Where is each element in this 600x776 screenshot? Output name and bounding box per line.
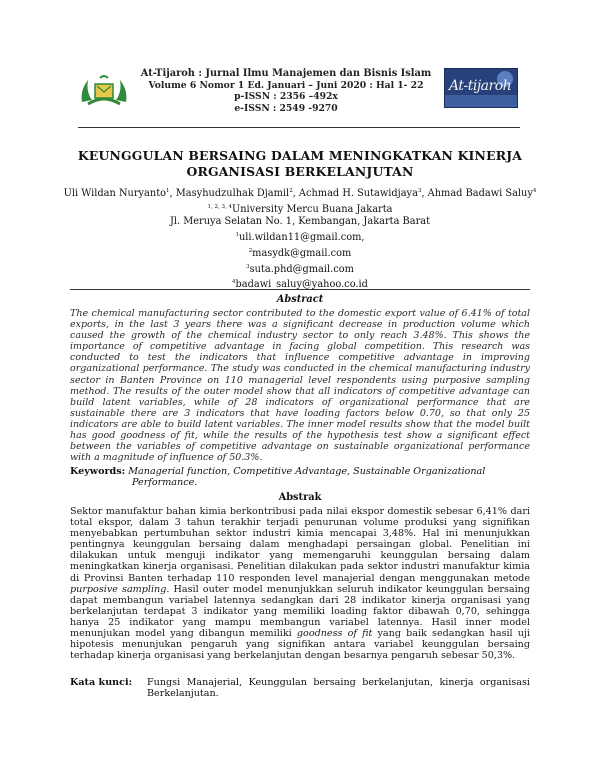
- email-1: [50, 229, 550, 245]
- author-4-sup: 4: [532, 188, 537, 194]
- address: Jl. Meruya Selatan No. 1, Kembangan, Jakarta Barat: [169, 216, 431, 228]
- keywords-english: [70, 466, 530, 488]
- email-4-text: badawi_saluy@yahoo.co.id: [235, 279, 368, 291]
- abstract-english-text: The chemical manufacturing sector contributed to the domestic export value of 6.41% of total exports, in the last 3 years there was a significant decrease in production volume which caused the growth of the chemical industry sector to only reach 3.48%. This shows the importance of competitive advantage in facing global competition. This research was conducted to test the indicators that influence competitive advantage in improving organizational performance. The study was conducted in the chemical manufacturing industry sector in Banten Province on 110 managerial level respondents using purposive sampling method. The results of the outer model show that all indicators of competitive advantage can build latent variables, while of 28 indicators of organizational performance that are sustainable there are 3 indicators that have loading factors below 0.70, so that only 25 indicators are able to build latent variables. The inner model results show that the model built has good goodness of fit, while the results of the hypothesis test show a significant effect between the variables of competitive advantage on sustainable organizational performance with a magnitude of influence of 50.3%.: [70, 308, 530, 464]
- abstrak-em-2: goodness of fit: [296, 628, 373, 640]
- paper-title: [60, 148, 540, 180]
- email-4-sup: 4: [232, 279, 236, 286]
- abstract-english: [70, 308, 530, 463]
- abstrak-indonesian: [70, 506, 530, 661]
- keywords-indonesian: [70, 677, 530, 699]
- abstrak-text-1: Sektor manufaktur bahan kimia berkontribusi pada nilai ekspor domestik sebesar 6,41% dari total ekspor, dalam 3 tahun terakhir terjadi penurunan volume produksi yang signifikan menyebabkan pertumbuhan sektor industri kimia mencapai 3,48%. Hal ini menunjukkan pentingnya keunggulan bersaing dalam menghadapi persaingan global. Penelitian ini dilakukan untuk menguji indikator yang memengaruhi keunggulan bersaing dalam meningkatkan kinerja organisasi. Penelitian dilakukan pada sektor industri manufaktur kimia di Provinsi Banten terhadap 110 responden level manajerial dengan menggunakan metode: [70, 506, 530, 584]
- email-1-text: uli.wildan11@gmail.com,: [238, 232, 365, 244]
- email-3: [50, 261, 550, 277]
- author-3-sup: 3: [417, 188, 422, 194]
- author-4: , Ahmad Badawi Saluy: [421, 188, 533, 199]
- abstrak-heading: Abstrak: [278, 492, 322, 503]
- affiliation-text: University Mercu Buana Jakarta: [231, 203, 393, 215]
- author-list: [50, 185, 550, 201]
- abstrak-text-3: yang baik sedangkan hasil uji hipotesis menunjukan pengaruh yang signifikan antara variabel keunggulan bersaing terhadap kinerja organisasi yang berkelanjutan dengan besarnya pengaruh sebesar 50,3%.: [70, 628, 531, 662]
- author-2: , Masyhudzulhak Djamil: [169, 188, 290, 199]
- journal-volume: Volume 6 Nomor 1 Ed. Januari – Juni 2020 : Hal 1- 22: [148, 79, 424, 91]
- title-line-1: KEUNGGULAN BERSAING DALAM MENINGKATKAN KINERJA: [77, 148, 523, 163]
- journal-logo-icon: [78, 72, 130, 110]
- abstrak-em-1: purposive sampling: [70, 583, 167, 595]
- author-2-sup: 2: [289, 188, 293, 194]
- keywords-label: Keywords:: [70, 466, 126, 477]
- cover-label: At-tijaroh: [449, 78, 512, 94]
- journal-header: [136, 68, 436, 114]
- abstract-divider: [70, 289, 530, 290]
- affiliation: [50, 201, 550, 217]
- author-1-sup: 1: [166, 188, 170, 194]
- keywords-line-1: Managerial function, Competitive Advantage, Sustainable Organizational: [125, 466, 486, 477]
- email-2-text: masydk@gmail.com: [252, 247, 352, 259]
- title-line-2: ORGANISASI BERKELANJUTAN: [186, 164, 414, 179]
- journal-title: At-Tijaroh : Jurnal Ilmu Manajemen dan Bisnis Islam: [140, 68, 432, 79]
- journal-eissn: e-ISSN : 2549 -9270: [234, 102, 338, 114]
- email-3-text: suta.phd@gmail.com: [249, 263, 354, 275]
- affiliation-sup: 1, 2, 3, 4: [207, 203, 232, 210]
- email-3-sup: 3: [246, 263, 250, 270]
- kata-kunci-label: Kata kunci:: [70, 677, 133, 688]
- kata-kunci-text: Fungsi Manajerial, Keunggulan bersaing berkelanjutan, kinerja organisasi Berkelanjutan.: [147, 677, 530, 700]
- email-2: [50, 245, 550, 261]
- journal-pissn: p-ISSN : 2356 –492x: [234, 91, 338, 102]
- abstrak-text-2: . Hasil outer model menunjukkan seluruh indikator keunggulan bersaing dapat membangun variabel latennya sedangkan dari 28 indikator kinerja organisasi yang berkelanjutan terdapat 3 indikator yang memiliki loading faktor dibawah 0,70, sehingga hanya 25 indikator yang mampu membangun variabel latennya. Hasil inner model menunjukan model yang dibangun memiliki: [70, 583, 530, 640]
- author-3: , Achmad H. Sutawidjaya: [292, 188, 418, 199]
- email-2-sup: 2: [248, 247, 253, 254]
- keywords-line-2: Performance.: [132, 477, 198, 489]
- author-block: [50, 185, 550, 292]
- email-1-sup: 1: [235, 232, 239, 239]
- abstract-heading: Abstract: [276, 294, 324, 305]
- author-1: Uli Wildan Nuryanto: [63, 188, 167, 199]
- journal-cover-thumbnail: [444, 68, 518, 108]
- header-divider: [78, 127, 520, 128]
